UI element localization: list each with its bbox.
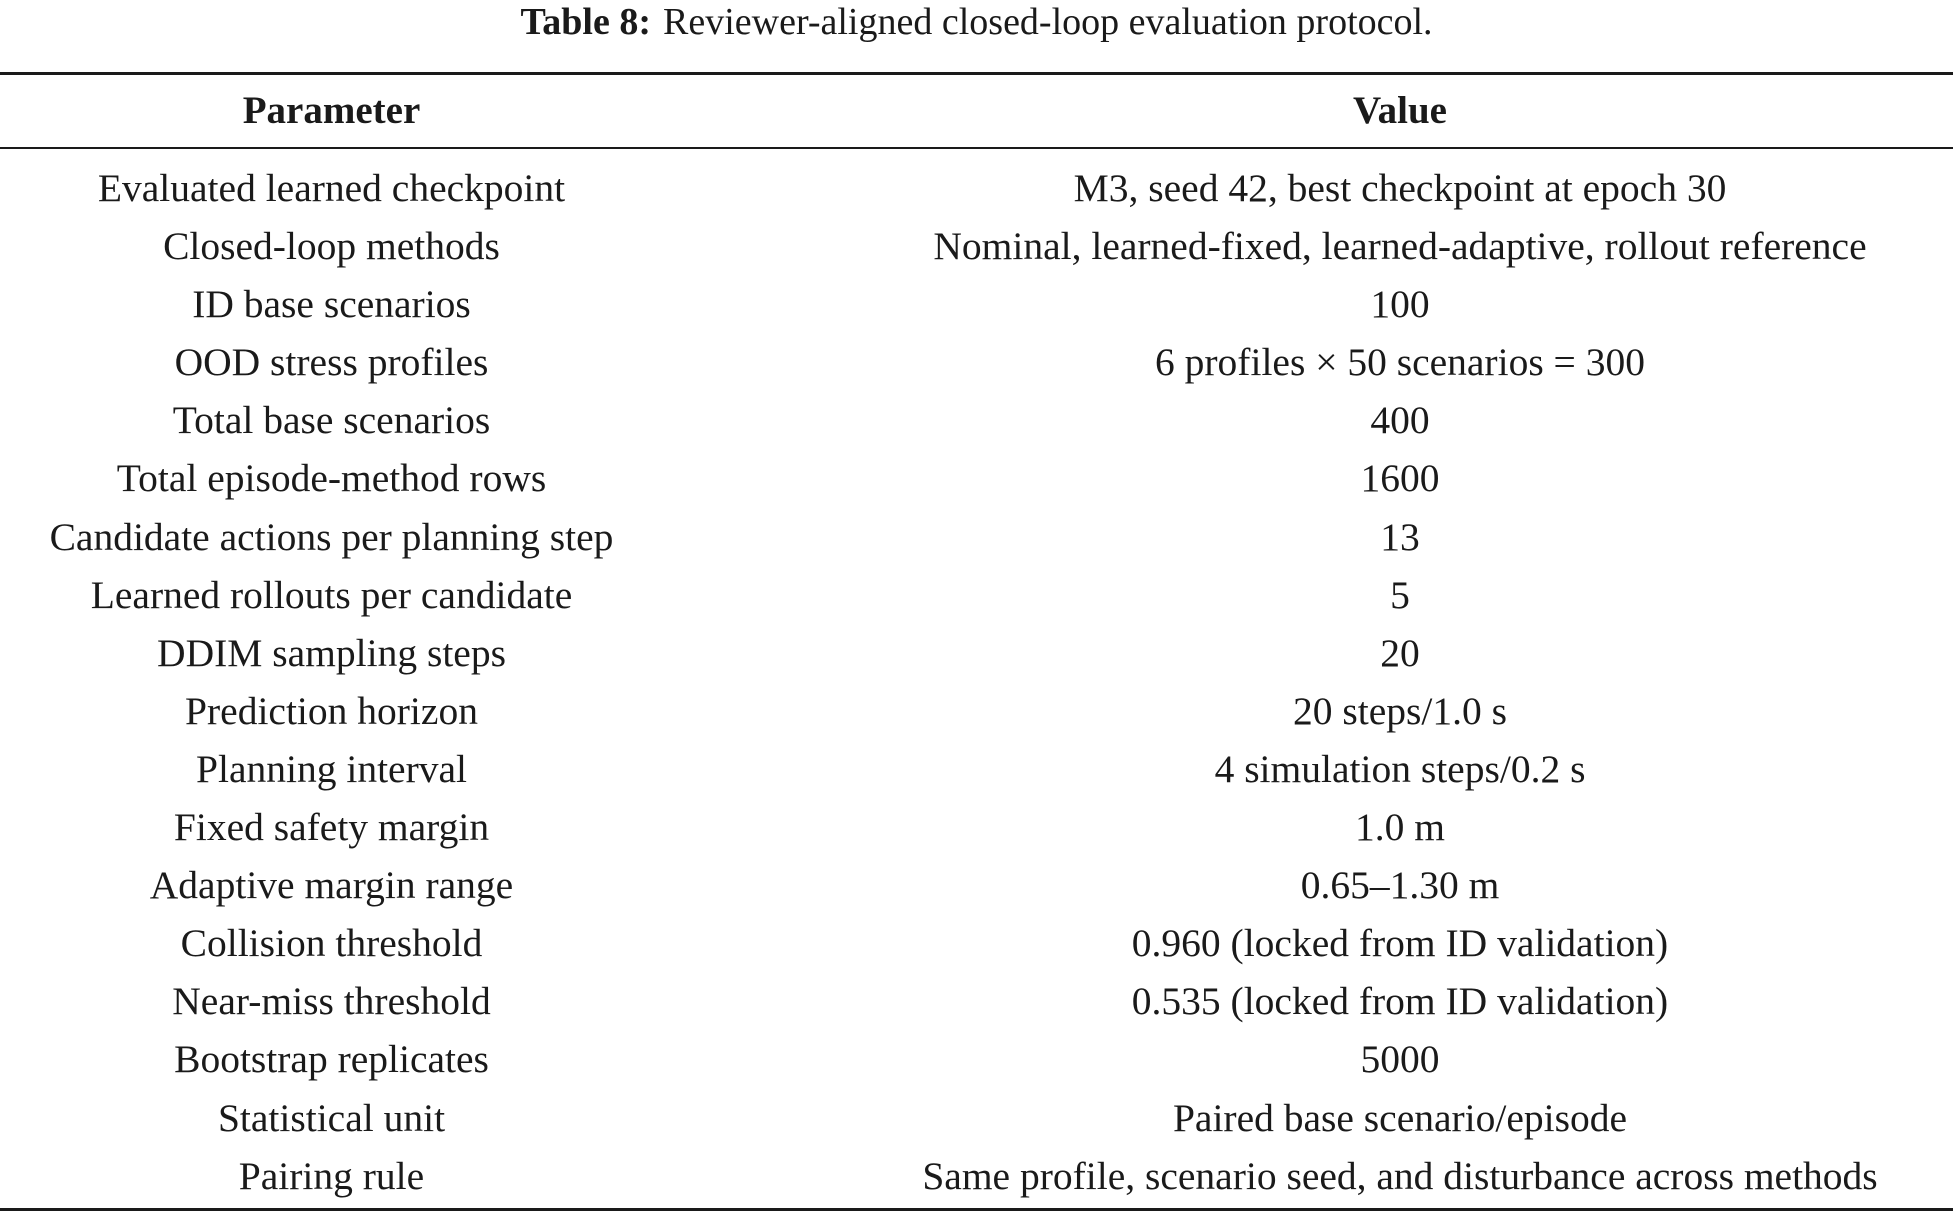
table-row: [0, 1147, 1953, 1205]
table-row: [0, 798, 1953, 856]
header-value: Value: [1353, 89, 1447, 132]
table-row: [0, 217, 1953, 275]
cell-parameter: Statistical unit: [217, 1095, 446, 1140]
cell-parameter: Planning interval: [196, 746, 467, 791]
table-caption-label: Table 8:: [520, 1, 652, 43]
cell-parameter: DDIM sampling steps: [157, 630, 506, 675]
table-row: [0, 682, 1953, 740]
cell-value: Same profile, scenario seed, and disturbance across methods: [922, 1153, 1878, 1198]
table-top-rule: [0, 72, 1953, 75]
table-caption: [0, 0, 1953, 44]
table-row: [0, 972, 1953, 1030]
cell-value: 100: [1370, 282, 1430, 327]
cell-parameter: Near-miss threshold: [172, 979, 491, 1024]
table-row: [0, 856, 1953, 914]
table-bottom-rule: [0, 1208, 1953, 1211]
cell-value: 20: [1380, 630, 1420, 675]
table-header-rule: [0, 147, 1953, 149]
cell-parameter: Total base scenarios: [172, 398, 491, 443]
cell-value: 1.0 m: [1355, 805, 1445, 850]
table-row: [0, 624, 1953, 682]
table-header-row: [0, 77, 1953, 145]
cell-parameter: Pairing rule: [238, 1153, 425, 1198]
cell-parameter: Learned rollouts per candidate: [90, 572, 573, 617]
cell-parameter: Total episode-method rows: [116, 456, 547, 501]
cell-value: 5: [1390, 572, 1410, 617]
cell-parameter: Prediction horizon: [185, 688, 478, 733]
cell-parameter: Fixed safety margin: [173, 805, 490, 850]
cell-value: 20 steps/1.0 s: [1293, 688, 1507, 733]
cell-parameter: ID base scenarios: [192, 282, 471, 327]
table-row: [0, 391, 1953, 449]
cell-value: 0.65–1.30 m: [1300, 863, 1500, 908]
cell-parameter: Candidate actions per planning step: [49, 514, 614, 559]
cell-value: 13: [1380, 514, 1420, 559]
table-row: [0, 566, 1953, 624]
table-body: [0, 159, 1953, 1205]
table-row: [0, 159, 1953, 217]
table-row: [0, 275, 1953, 333]
cell-parameter: Evaluated learned checkpoint: [97, 166, 566, 210]
table-row: [0, 914, 1953, 972]
cell-parameter: OOD stress profiles: [174, 340, 489, 385]
table-row: [0, 333, 1953, 391]
header-parameter: Parameter: [242, 89, 421, 132]
table-row: [0, 449, 1953, 507]
cell-value: 6 profiles × 50 scenarios = 300: [1155, 340, 1645, 385]
cell-parameter: Bootstrap replicates: [174, 1037, 489, 1082]
table-row: [0, 1089, 1953, 1147]
cell-value: Paired base scenario/episode: [1172, 1095, 1628, 1140]
cell-value: Nominal, learned-fixed, learned-adaptive, rollout reference: [933, 224, 1867, 269]
table-caption-text: Reviewer-aligned closed-loop evaluation protocol.: [663, 1, 1433, 43]
cell-value: 0.960 (locked from ID validation): [1131, 921, 1669, 966]
cell-value: 4 simulation steps/0.2 s: [1214, 746, 1586, 791]
cell-parameter: Closed-loop methods: [163, 224, 500, 269]
table-row: [0, 1030, 1953, 1088]
table-row: [0, 740, 1953, 798]
table-row: [0, 508, 1953, 566]
cell-value: 5000: [1360, 1037, 1440, 1082]
cell-parameter: Collision threshold: [180, 921, 483, 966]
cell-value: M3, seed 42, best checkpoint at epoch 30: [1073, 166, 1727, 210]
cell-value: 1600: [1360, 456, 1440, 501]
cell-parameter: Adaptive margin range: [149, 863, 514, 908]
cell-value: 0.535 (locked from ID validation): [1131, 979, 1669, 1024]
cell-value: 400: [1370, 398, 1430, 443]
